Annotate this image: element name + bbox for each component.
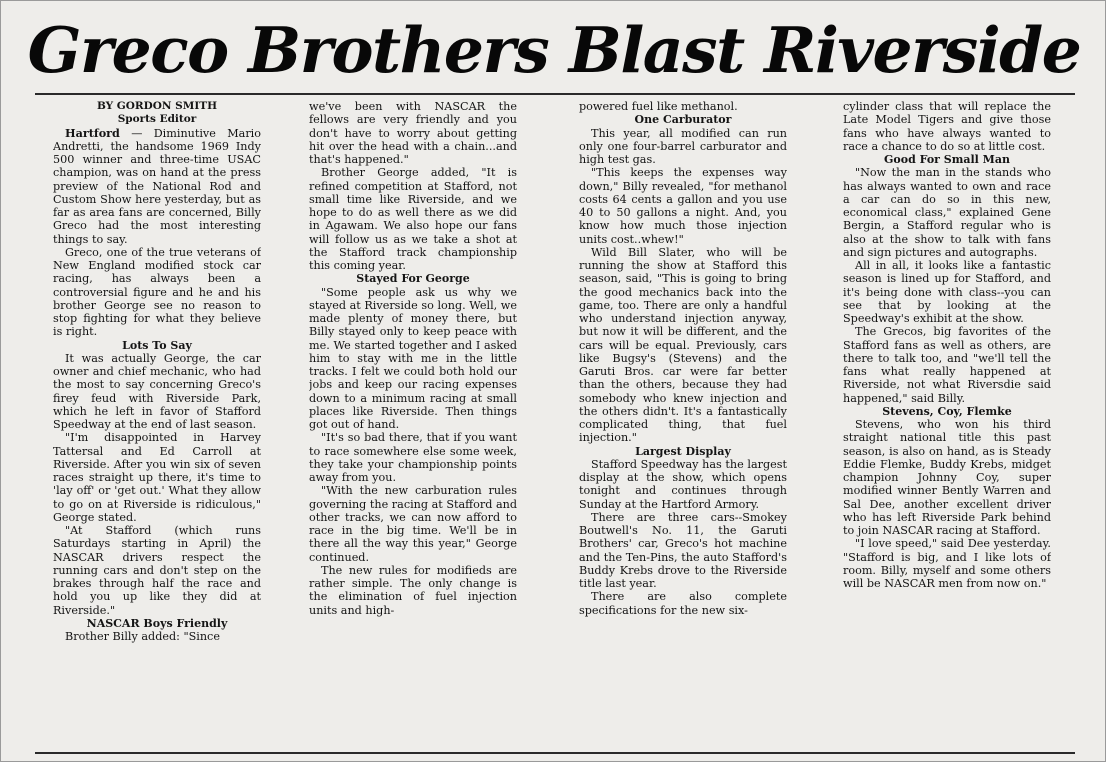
paragraph: There are also complete specifications for the new six- xyxy=(579,590,787,617)
paragraph: There are three cars--Smokey Boutwell's No. 11, the Garuti Brothers' car, Greco's hot machine and the Ten-Pins, the auto Stafford's Buddy Krebs drove to the Riverside title last year. xyxy=(579,510,787,590)
paragraph: cylinder class that will replace the Late Model Tigers and give those fans who have always wanted to race a chance to do so at little cost. xyxy=(843,100,1051,153)
paragraph: This year, all modified can run only one four-barrel carburator and high test gas. xyxy=(579,126,787,166)
subheading: Lots To Say xyxy=(122,338,192,352)
paragraph: It was actually George, the car owner and chief mechanic, who had the most to say concerning Greco's firey feud with Riverside Park, which he left in favor of Stafford Speedway at the end of last season. xyxy=(53,351,261,431)
paragraph: powered fuel like methanol. xyxy=(579,100,738,113)
column-2 xyxy=(309,100,517,748)
paragraph: Hartford — Diminutive Mario Andretti, the handsome 1969 Indy 500 winner and three-time USAC champion, was on hand at the press preview of the National Rod and Custom Show here yesterday, but as far as area fans are concerned, Billy Greco had the most interesting things to say. xyxy=(53,125,261,246)
byline: BY GORDON SMITH xyxy=(96,100,218,112)
paragraph: "At Stafford (which runs Saturdays starting in April) the NASCAR drivers respect the running cars and don't step on the brakes through half the race and hold you up like they did at Riverside." xyxy=(53,524,261,617)
paragraph: "With the new carburation rules governing the racing at Stafford and other tracks, we can now afford to race in the big time. We'll be in there all the way this year," George continued. xyxy=(309,484,517,564)
paragraph: "I love speed," said Dee yesterday. "Stafford is big, and I like lots of room. Billy, myself and some others will be NASCAR men from now on." xyxy=(843,537,1051,590)
paragraph: All in all, it looks like a fantastic season is lined up for Stafford, and it's being done with class--you can see that by looking at the Speedway's exhibit at the show. xyxy=(843,259,1051,325)
column-1 xyxy=(53,100,261,748)
paragraph: Stafford Speedway has the largest display at the show, which opens tonight and continues through Sunday at the Hartford Armory. xyxy=(579,457,787,511)
paragraph: Stevens, who won his third straight national title this past season, is also on hand, as is Steady Eddie Flemke, Buddy Krebs, midget champion Johnny Coy, super modified winner Bently Warren and Sal Dee, another excellent driver who has left Riverside Park behind to join NASCAR racing at Stafford. xyxy=(843,418,1051,537)
paragraph: "Some people ask us why we stayed at Riverside so long. Well, we made plenty of money there, but Billy stayed only to keep peace with me. We started together and I asked him to stay with me in the little tracks. I felt we could both hold our jobs and keep our racing expenses down to a minimum racing at small places like Riverside. Then things got out of hand. xyxy=(309,285,517,431)
column-3 xyxy=(579,100,787,748)
subheading: One Carburator xyxy=(634,113,732,127)
paragraph: Greco, one of the true veterans of New England modified stock car racing, has always been a controversial figure and he and his brother George see no reason to stop fighting for what they believe is right. xyxy=(53,245,261,339)
author-role: Sports Editor xyxy=(117,113,197,126)
bottom-rule xyxy=(35,752,1075,754)
dateline: Hartford xyxy=(65,125,120,140)
paragraph: Brother Billy added: "Since xyxy=(65,630,220,643)
subheading: Largest Display xyxy=(635,444,731,458)
paragraph: "I'm disappointed in Harvey Tattersal and Ed Carroll at Riverside. After you win six of seven races straight up there, it's time to 'lay off' or 'get out.' What they allow to go on at Riverside is ridiculous," George stated. xyxy=(53,431,261,524)
headline: Greco Brothers Blast Riverside xyxy=(27,13,1081,87)
paragraph: The new rules for modifieds are rather simple. The only change is the elimination of fuel injection units and high- xyxy=(309,563,517,617)
paragraph: The Grecos, big favorites of the Stafford fans as well as others, are there to talk too, and "we'll tell the fans what really happened at Riverside, not what Riversdie said happened," said Billy. xyxy=(843,325,1051,405)
paragraph: "This keeps the expenses way down," Billy revealed, "for methanol costs 64 cents a gallon and you use 40 to 50 gallons a night. And, you know how much those injection units cost..whew!" xyxy=(579,166,787,246)
subheading: Good For Small Man xyxy=(884,153,1010,166)
paragraph: Brother George added, "It is refined competition at Stafford, not small time like Riverside, and we hope to do as well there as we did in Agawam. We also hope our fans will follow us as we take a shot at the Stafford track championship this coming year. xyxy=(309,166,517,272)
subheading: Stayed For George xyxy=(356,272,470,286)
column-4 xyxy=(843,100,1051,748)
subheading: Stevens, Coy, Flemke xyxy=(882,404,1012,418)
top-rule xyxy=(35,93,1075,95)
paragraph: "It's so bad there, that if you want to race somewhere else some week, they take your championship points away from you. xyxy=(309,431,517,484)
paragraph: we've been with NASCAR the fellows are very friendly and you don't have to worry about getting hit over the head with a chain...and that's happened." xyxy=(309,100,517,166)
paragraph: Wild Bill Slater, who will be running the show at Stafford this season, said, "This is going to bring the good mechanics back into the game, too. There are only a handful who understand injection anyway, but now it will be different, and the cars will be equal. Previously, cars like Bugsy's (Stevens) and the Garuti Bros. car were far better than the others, because they had somebody who knew injection and the others didn't. It's a fantastically complicated thing, that fuel injection." xyxy=(579,245,787,445)
subheading: NASCAR Boys Friendly xyxy=(86,616,228,630)
paragraph: "Now the man in the stands who has always wanted to own and race a car can do so in this new, economical class," explained Gene Bergin, a Stafford regular who is also at the show to talk with fans and sign pictures and autographs. xyxy=(843,166,1051,259)
